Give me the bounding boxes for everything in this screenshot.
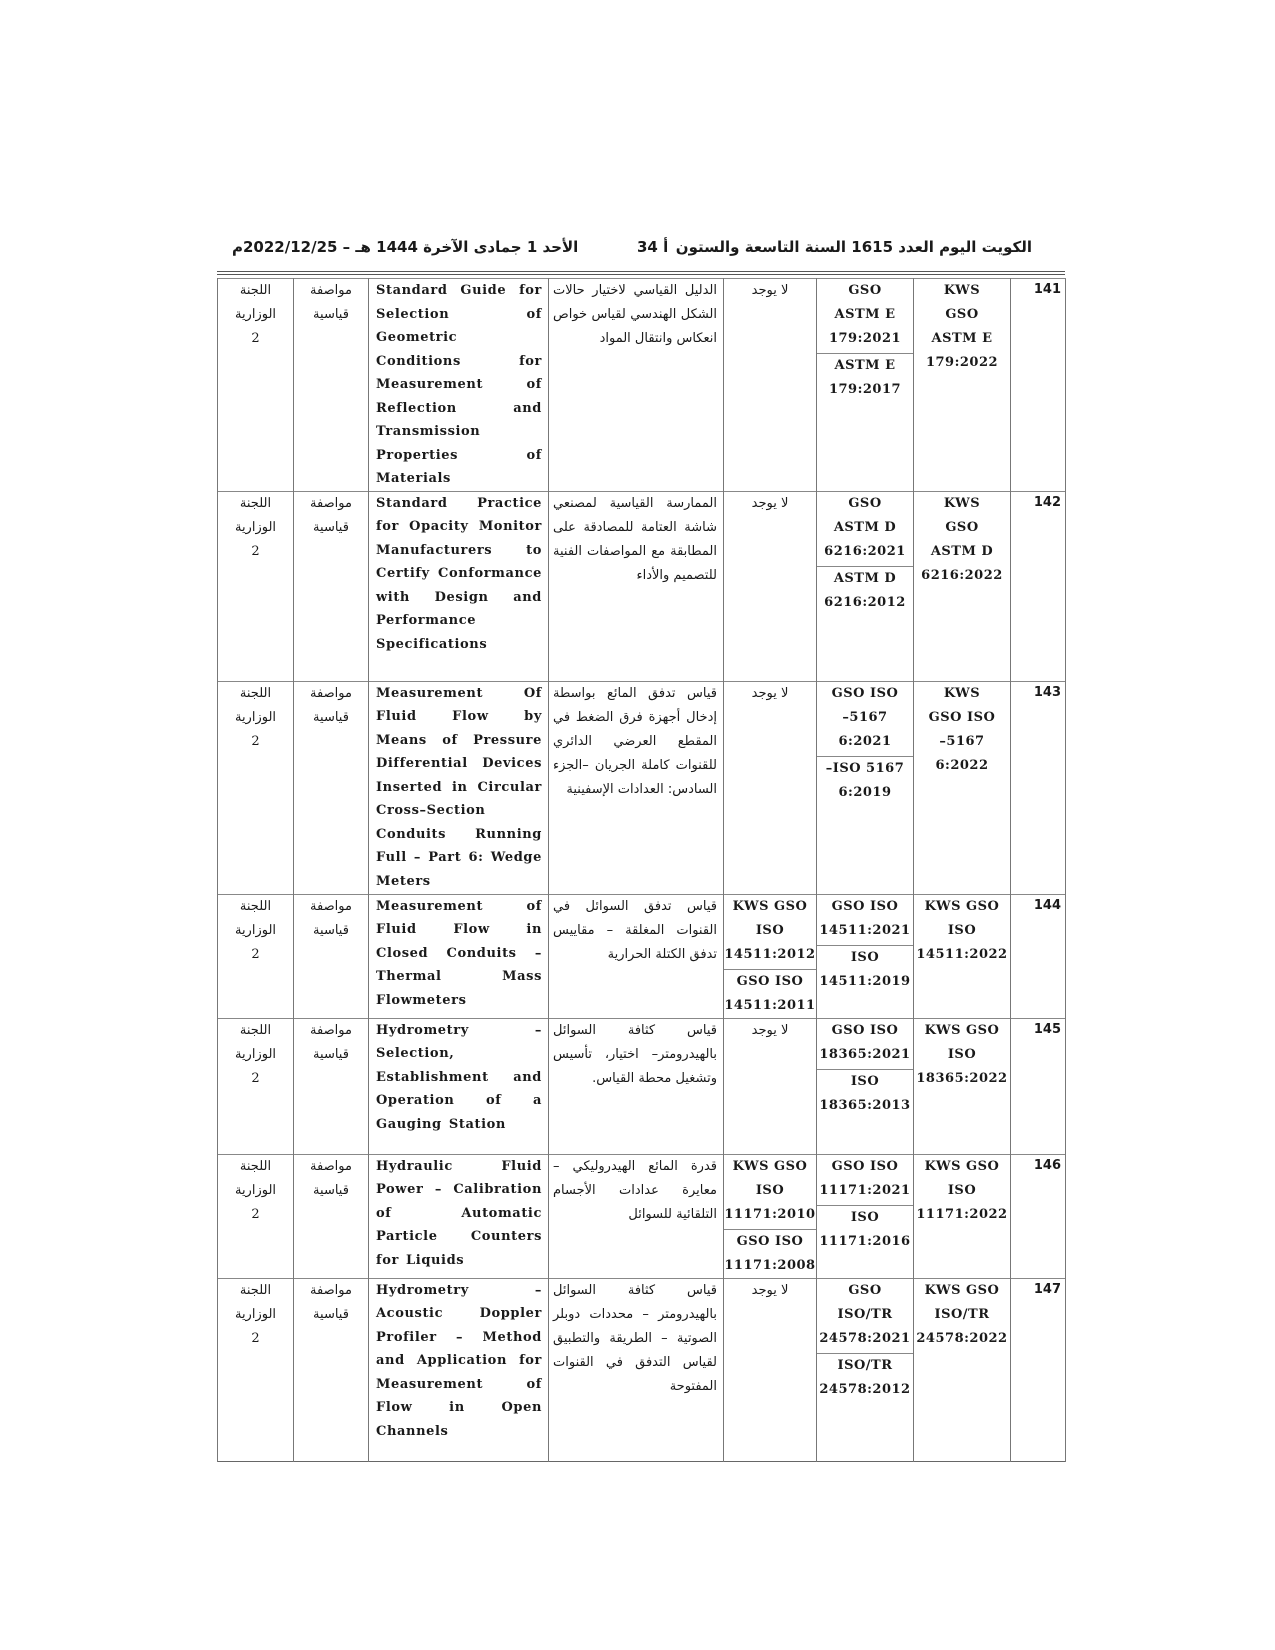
- cell-line: مواصفة: [310, 1158, 352, 1174]
- table-row: [218, 1278, 1066, 1461]
- cell-line: اللجنة: [239, 1158, 272, 1174]
- cell-line: 6216:2021: [824, 543, 906, 559]
- cell-line: قياسية: [313, 709, 349, 725]
- cell-line: KWS GSO: [924, 898, 1000, 914]
- cell-line: GSO: [945, 307, 979, 322]
- standard-type: [294, 1154, 369, 1278]
- replaced-standard-cell: [724, 894, 817, 1018]
- cell-line: ISO: [850, 1073, 880, 1089]
- cell-line: ASTM E: [931, 331, 993, 346]
- row-number: 144: [1011, 894, 1066, 1018]
- cell-line: ASTM D: [930, 543, 994, 559]
- committee: [218, 1154, 294, 1278]
- previous-edition: [817, 1353, 913, 1402]
- previous-edition: [817, 353, 913, 402]
- committee: [218, 1018, 294, 1154]
- previous-edition: [817, 1069, 913, 1118]
- cell-line: لا يوجد: [751, 1282, 789, 1298]
- row-number: 145: [1011, 1018, 1066, 1154]
- title-arabic: قياس تدفق السوائل في القنوات المغلقة – مقاييس تدفق الكتلة الحرارية: [549, 894, 724, 1018]
- cell-line: لا يوجد: [751, 495, 789, 511]
- cell-line: الوزارية: [234, 709, 277, 725]
- cell-line: 5167–: [842, 709, 888, 725]
- cell-line: KWS: [943, 685, 981, 701]
- cell-line: 14511:2022: [916, 946, 1008, 962]
- cell-line: ISO/TR: [934, 1306, 990, 1322]
- cell-line: لا يوجد: [751, 1022, 789, 1038]
- cell-line: الوزارية: [234, 307, 277, 322]
- replaced-standard-cell: [724, 1018, 817, 1154]
- replaced-standard-cell: [724, 1154, 817, 1278]
- table-row: [218, 491, 1066, 681]
- cell-line: 5167–: [939, 733, 985, 749]
- cell-line: ISO/TR: [837, 1357, 893, 1373]
- cell-line: 11171:2022: [916, 1206, 1008, 1222]
- cell-line: GSO ISO: [736, 1233, 804, 1249]
- cell-line: GSO: [848, 495, 882, 511]
- replaced-previous: [724, 1229, 816, 1278]
- row-number: 146: [1011, 1154, 1066, 1278]
- cell-line: 2: [251, 1070, 260, 1086]
- row-number: 142: [1011, 491, 1066, 681]
- cell-line: 24578:2022: [916, 1330, 1008, 1346]
- cell-line: ISO: [850, 1209, 880, 1225]
- gso-code-cell: [817, 491, 914, 681]
- title-english: Hydrometry – Acoustic Doppler Profiler – Method and Application for Measurement of Flow in Open Channels: [369, 1278, 549, 1461]
- cell-line: ISO: [947, 1046, 977, 1062]
- cell-line: 2: [251, 946, 260, 962]
- cell-line: GSO ISO: [736, 973, 804, 989]
- table-row: [218, 681, 1066, 894]
- standards-table: [217, 278, 1066, 1462]
- committee: [218, 681, 294, 894]
- standard-type: [294, 681, 369, 894]
- cell-line: GSO ISO: [831, 1158, 899, 1174]
- cell-line: مواصفة: [310, 495, 352, 511]
- cell-line: ASTM D: [833, 519, 897, 535]
- cell-line: KWS: [943, 495, 981, 511]
- page-header: [232, 238, 1032, 264]
- cell-line: قياسية: [313, 1306, 349, 1322]
- cell-line: 6216:2022: [921, 567, 1003, 583]
- cell-line: 2: [251, 1330, 260, 1346]
- cell-line: ASTM D: [833, 570, 897, 586]
- standard-type: [294, 894, 369, 1018]
- cell-line: اللجنة: [239, 1282, 272, 1298]
- cell-line: 6:2022: [935, 757, 989, 773]
- kws-code-cell: [914, 1278, 1011, 1461]
- cell-line: GSO: [945, 519, 979, 535]
- header-rule-2: [217, 274, 1065, 275]
- committee: [218, 491, 294, 681]
- cell-line: 6:2021: [838, 733, 892, 749]
- cell-line: الوزارية: [234, 1046, 277, 1062]
- publication-date: الأحد 1 جمادى الآخرة 1444 هـ – 2022/12/25م: [232, 238, 579, 256]
- cell-line: 24578:2021: [819, 1330, 911, 1346]
- table-row: [218, 279, 1066, 492]
- cell-line: ASTM E: [834, 358, 896, 373]
- gso-code-cell: [817, 1018, 914, 1154]
- cell-line: 11171:2021: [819, 1182, 911, 1198]
- cell-line: KWS GSO: [732, 898, 808, 914]
- previous-edition: [817, 756, 913, 805]
- cell-line: GSO ISO: [928, 709, 996, 725]
- cell-line: اللجنة: [239, 685, 272, 701]
- cell-line: 11171:2008: [724, 1257, 816, 1273]
- cell-line: ISO: [947, 1182, 977, 1198]
- cell-line: GSO: [848, 283, 882, 298]
- cell-line: 11171:2016: [819, 1233, 911, 1249]
- cell-line: KWS GSO: [924, 1022, 1000, 1038]
- cell-line: ISO: [755, 922, 785, 938]
- title-arabic: قياس كثافة السوائل بالهيدرومتر– اختيار، تأسيس وتشغيل محطة القياس.: [549, 1018, 724, 1154]
- kws-code-cell: [914, 491, 1011, 681]
- title-arabic: الدليل القياسي لاختيار حالات الشكل الهندسي لقياس خواص انعكاس وانتقال المواد: [549, 279, 724, 492]
- gso-code-cell: [817, 1278, 914, 1461]
- replaced-standard-cell: [724, 681, 817, 894]
- cell-line: لا يوجد: [751, 685, 789, 701]
- replaced-standard-cell: [724, 491, 817, 681]
- cell-line: ISO/TR: [837, 1306, 893, 1322]
- title-arabic: قياس كثافة السوائل بالهيدرومتر – محددات دوبلر الصوتية – الطريقة والتطبيق لقياس التدفق في القنوات المفتوحة: [549, 1278, 724, 1461]
- previous-edition: [817, 1205, 913, 1254]
- committee: [218, 894, 294, 1018]
- cell-line: 14511:2019: [819, 973, 911, 989]
- cell-line: الوزارية: [234, 1306, 277, 1322]
- replaced-standard-cell: [724, 279, 817, 492]
- cell-line: قياسية: [313, 307, 349, 322]
- cell-line: ISO 5167–: [825, 760, 905, 776]
- standard-type: [294, 279, 369, 492]
- gso-code-cell: [817, 681, 914, 894]
- cell-line: 6216:2012: [824, 594, 906, 610]
- cell-line: 6:2019: [838, 784, 892, 800]
- cell-line: 179:2021: [828, 331, 902, 346]
- replaced-previous: [724, 969, 816, 1018]
- committee: [218, 1278, 294, 1461]
- cell-line: مواصفة: [310, 1022, 352, 1038]
- cell-line: ISO: [755, 1182, 785, 1198]
- cell-line: 2: [251, 733, 260, 749]
- cell-line: GSO ISO: [831, 898, 899, 914]
- cell-line: اللجنة: [239, 283, 272, 298]
- standard-type: [294, 491, 369, 681]
- cell-line: قياسية: [313, 1046, 349, 1062]
- page-number: أ 34: [637, 238, 669, 256]
- title-english: Measurement Of Fluid Flow by Means of Pressure Differential Devices Inserted in Circular Cross–Section Conduits Running Full – Part 6: Wedge Meters: [369, 681, 549, 894]
- title-arabic: قدرة المائع الهيدروليكي – معايرة عدادات الأجسام التلقائية للسوائل: [549, 1154, 724, 1278]
- cell-line: اللجنة: [239, 495, 272, 511]
- cell-line: KWS GSO: [924, 1158, 1000, 1174]
- cell-line: 2: [251, 543, 260, 559]
- cell-line: 24578:2012: [819, 1381, 911, 1397]
- cell-line: اللجنة: [239, 1022, 272, 1038]
- kws-code-cell: [914, 1018, 1011, 1154]
- cell-line: 179:2022: [925, 355, 999, 370]
- table-row: [218, 1154, 1066, 1278]
- cell-line: قياسية: [313, 922, 349, 938]
- gazette-issue: الكويت اليوم العدد 1615 السنة التاسعة والستون: [675, 238, 1032, 256]
- cell-line: 14511:2012: [724, 946, 816, 962]
- cell-line: مواصفة: [310, 685, 352, 701]
- title-english: Hydraulic Fluid Power – Calibration of Automatic Particle Counters for Liquids: [369, 1154, 549, 1278]
- title-english: Standard Guide for Selection of Geometric Conditions for Measurement of Reflection and Transmission Properties of Materials: [369, 279, 549, 492]
- cell-line: اللجنة: [239, 898, 272, 914]
- gso-code-cell: [817, 279, 914, 492]
- previous-edition: [817, 566, 913, 615]
- committee: [218, 279, 294, 492]
- cell-line: 11171:2010: [724, 1206, 816, 1222]
- title-english: Standard Practice for Opacity Monitor Manufacturers to Certify Conformance with Design and Performance Specifications: [369, 491, 549, 681]
- table-row: [218, 1018, 1066, 1154]
- cell-line: 2: [251, 1206, 260, 1222]
- kws-code-cell: [914, 894, 1011, 1018]
- title-english: Measurement of Fluid Flow in Closed Conduits – Thermal Mass Flowmeters: [369, 894, 549, 1018]
- cell-line: مواصفة: [310, 1282, 352, 1298]
- standard-type: [294, 1278, 369, 1461]
- cell-line: 179:2017: [828, 382, 902, 397]
- cell-line: KWS: [943, 283, 981, 298]
- cell-line: GSO: [848, 1282, 882, 1298]
- cell-line: الوزارية: [234, 922, 277, 938]
- previous-edition: [817, 945, 913, 994]
- cell-line: قياسية: [313, 519, 349, 535]
- row-number: 143: [1011, 681, 1066, 894]
- gso-code-cell: [817, 1154, 914, 1278]
- table-row: [218, 894, 1066, 1018]
- replaced-standard-cell: [724, 1278, 817, 1461]
- title-arabic: قياس تدفق المائع بواسطة إدخال أجهزة فرق الضغط في المقطع العرضي الدائري للقنوات كاملة الجريان –الجزء السادس: العدادات الإسفينية: [549, 681, 724, 894]
- gso-code-cell: [817, 894, 914, 1018]
- cell-line: ISO: [947, 922, 977, 938]
- cell-line: 14511:2021: [819, 922, 911, 938]
- row-number: 141: [1011, 279, 1066, 492]
- cell-line: KWS GSO: [924, 1282, 1000, 1298]
- cell-line: ASTM E: [834, 307, 896, 322]
- kws-code-cell: [914, 1154, 1011, 1278]
- cell-line: لا يوجد: [751, 283, 789, 298]
- header-rule-1: [217, 271, 1065, 272]
- cell-line: ISO: [850, 949, 880, 965]
- cell-line: الوزارية: [234, 519, 277, 535]
- cell-line: KWS GSO: [732, 1158, 808, 1174]
- cell-line: 18365:2021: [819, 1046, 911, 1062]
- cell-line: مواصفة: [310, 898, 352, 914]
- standard-type: [294, 1018, 369, 1154]
- cell-line: مواصفة: [310, 283, 352, 298]
- cell-line: 18365:2022: [916, 1070, 1008, 1086]
- cell-line: 14511:2011: [724, 997, 816, 1013]
- title-english: Hydrometry – Selection, Establishment and Operation of a Gauging Station: [369, 1018, 549, 1154]
- kws-code-cell: [914, 279, 1011, 492]
- title-arabic: الممارسة القياسية لمصنعي شاشة العتامة للمصادقة على المطابقة مع المواصفات الفنية للتصميم والأداء: [549, 491, 724, 681]
- cell-line: 18365:2013: [819, 1097, 911, 1113]
- cell-line: 2: [251, 331, 260, 346]
- cell-line: الوزارية: [234, 1182, 277, 1198]
- kws-code-cell: [914, 681, 1011, 894]
- cell-line: قياسية: [313, 1182, 349, 1198]
- cell-line: GSO ISO: [831, 1022, 899, 1038]
- cell-line: GSO ISO: [831, 685, 899, 701]
- row-number: 147: [1011, 1278, 1066, 1461]
